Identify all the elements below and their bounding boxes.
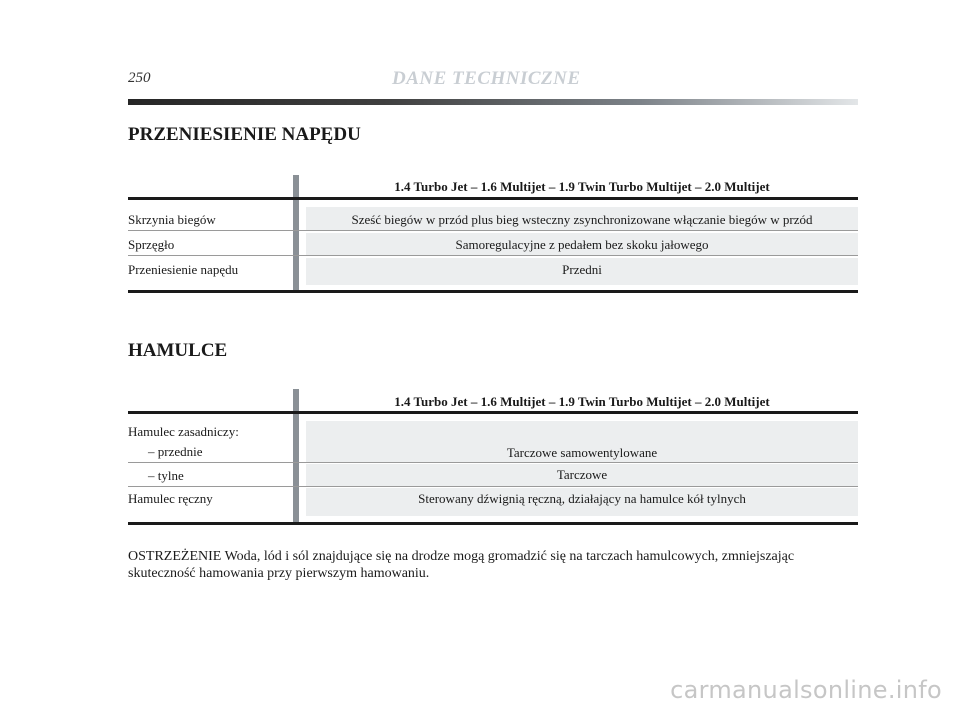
front-brake-value: Tarczowe samowentylowane (506, 445, 658, 460)
parking-brake-value: Sterowany dźwignią ręczną, działający na hamulce kół tylnych (418, 491, 746, 506)
table-row-label: Sprzęgło (128, 237, 175, 252)
table-row-label: Przeniesienie napędu (128, 262, 239, 277)
row-divider (128, 462, 858, 463)
table-row-value: Sześć biegów w przód plus bieg wsteczny zsynchronizowane włączanie biegów w przód (351, 212, 813, 227)
row-divider (128, 255, 858, 256)
row-divider (128, 230, 858, 231)
brakes-table (128, 389, 858, 527)
rear-brake-label: – tylne (148, 468, 184, 483)
table-column-divider (293, 389, 299, 523)
parking-brake-label: Hamulec ręczny (128, 491, 213, 506)
transmission-table (128, 175, 858, 295)
warning-note: OSTRZEŻENIE Woda, lód i sól znajdujące się na drodze mogą gromadzić się na tarczach hamulcowych, zmniejszając skuteczność hamowania przy pierwszym hamowaniu. (128, 549, 795, 581)
page-number: 250 (128, 70, 151, 86)
row-divider (128, 486, 858, 487)
rear-brake-value: Tarczowe (556, 467, 608, 482)
table-top-rule (128, 197, 858, 200)
table-column-divider (293, 175, 299, 292)
table-row-value: Samoregulacyjne z pedałem bez skoku jałowego (455, 237, 709, 252)
table-bottom-rule (128, 290, 858, 293)
table-top-rule (128, 411, 858, 414)
table-column-header: 1.4 Turbo Jet – 1.6 Multijet – 1.9 Twin Turbo Multijet – 2.0 Multijet (394, 394, 770, 409)
header-rule (128, 99, 858, 105)
table-bottom-rule (128, 522, 858, 525)
table-column-header: 1.4 Turbo Jet – 1.6 Multijet – 1.9 Twin Turbo Multijet – 2.0 Multijet (394, 179, 770, 194)
main-brake-label: Hamulec zasadniczy: (128, 424, 239, 439)
table-row-label: Skrzynia biegów (128, 212, 216, 227)
table-row-value: Przedni (562, 262, 602, 277)
brakes-title: HAMULCE (128, 340, 228, 361)
transmission-title: PRZENIESIENIE NAPĘDU (128, 124, 361, 145)
running-head: DANE TECHNICZNE (392, 68, 581, 89)
watermark: carmanualsonline.info (670, 676, 942, 704)
front-brake-label: – przednie (148, 444, 203, 459)
